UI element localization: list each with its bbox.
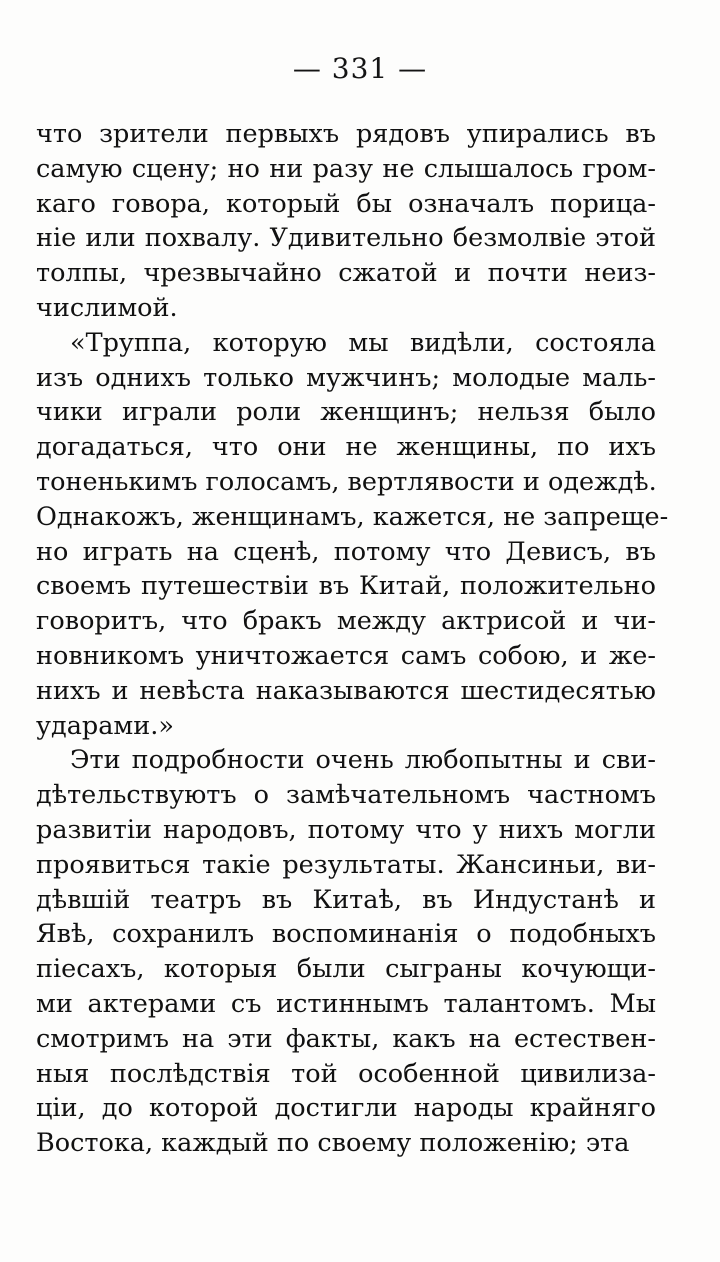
paragraph: [36, 743, 656, 1161]
text-line: каго говора, который бы означалъ порица-: [36, 188, 656, 219]
text-line: «Труппа, которую мы видѣли, состояла: [70, 327, 656, 358]
text-line: развитіи народовъ, потому что у нихъ могли: [36, 814, 656, 845]
text-line: проявиться такіе результаты. Жансиньи, ви-: [36, 849, 656, 880]
text-line: догадаться, что они не женщины, по ихъ: [36, 432, 656, 463]
text-line: самую сцену; но ни разу не слышалось гром-: [36, 153, 656, 184]
text-line: ніе или похвалу. Удивительно безмолвіе этой: [36, 223, 656, 254]
page-number: — 331 —: [292, 52, 428, 85]
paragraph: [36, 326, 669, 744]
text-line: изъ однихъ только мужчинъ; молодые маль-: [36, 362, 656, 393]
text-line: толпы, чрезвычайно сжатой и почти неиз-: [36, 258, 656, 289]
body-text: [36, 117, 669, 1161]
text-line: Однакожъ, женщинамъ, кажется, не запреще-: [36, 501, 669, 532]
text-line: дѣвшій театръ въ Китаѣ, въ Индустанѣ и: [36, 884, 656, 915]
text-line: ми актерами съ истиннымъ талантомъ. Мы: [36, 988, 656, 1019]
text-line: своемъ путешествіи въ Китай, положительно: [36, 571, 656, 602]
text-line: тоненькимъ голосамъ, вертлявости и одеждѣ.: [36, 466, 657, 497]
text-line: Востока, каждый по своему положенію; эта: [36, 1128, 630, 1159]
text-line: піесахъ, которыя были сыграны кочующи-: [36, 954, 656, 985]
text-line: что зрители первыхъ рядовъ упирались въ: [36, 119, 656, 149]
text-line: Эти подробности очень любопытны и сви-: [70, 745, 656, 776]
text-line: дѣтельствуютъ о замѣчательномъ частномъ: [36, 780, 656, 811]
text-line: смотримъ на эти факты, какъ на естествен-: [36, 1023, 656, 1054]
text-line: но играть на сценѣ, потому что Девисъ, въ: [36, 536, 656, 567]
text-line: говоритъ, что бракъ между актрисой и чи-: [36, 606, 656, 637]
text-line: чики играли роли женщинъ; нельзя было: [36, 397, 656, 428]
text-line: Явѣ, сохранилъ воспоминанія о подобныхъ: [36, 919, 656, 950]
text-line: числимой.: [36, 292, 178, 323]
paragraph: [36, 117, 656, 326]
text-line: новникомъ уничтожается самъ собою, и же-: [36, 640, 656, 671]
text-line: ціи, до которой достигли народы крайняго: [36, 1093, 656, 1124]
text-line: нихъ и невѣста наказываются шестидесятью: [36, 675, 656, 706]
text-line: ныя послѣдствія той особенной цивилиза-: [36, 1058, 656, 1089]
text-line: ударами.»: [36, 710, 174, 741]
